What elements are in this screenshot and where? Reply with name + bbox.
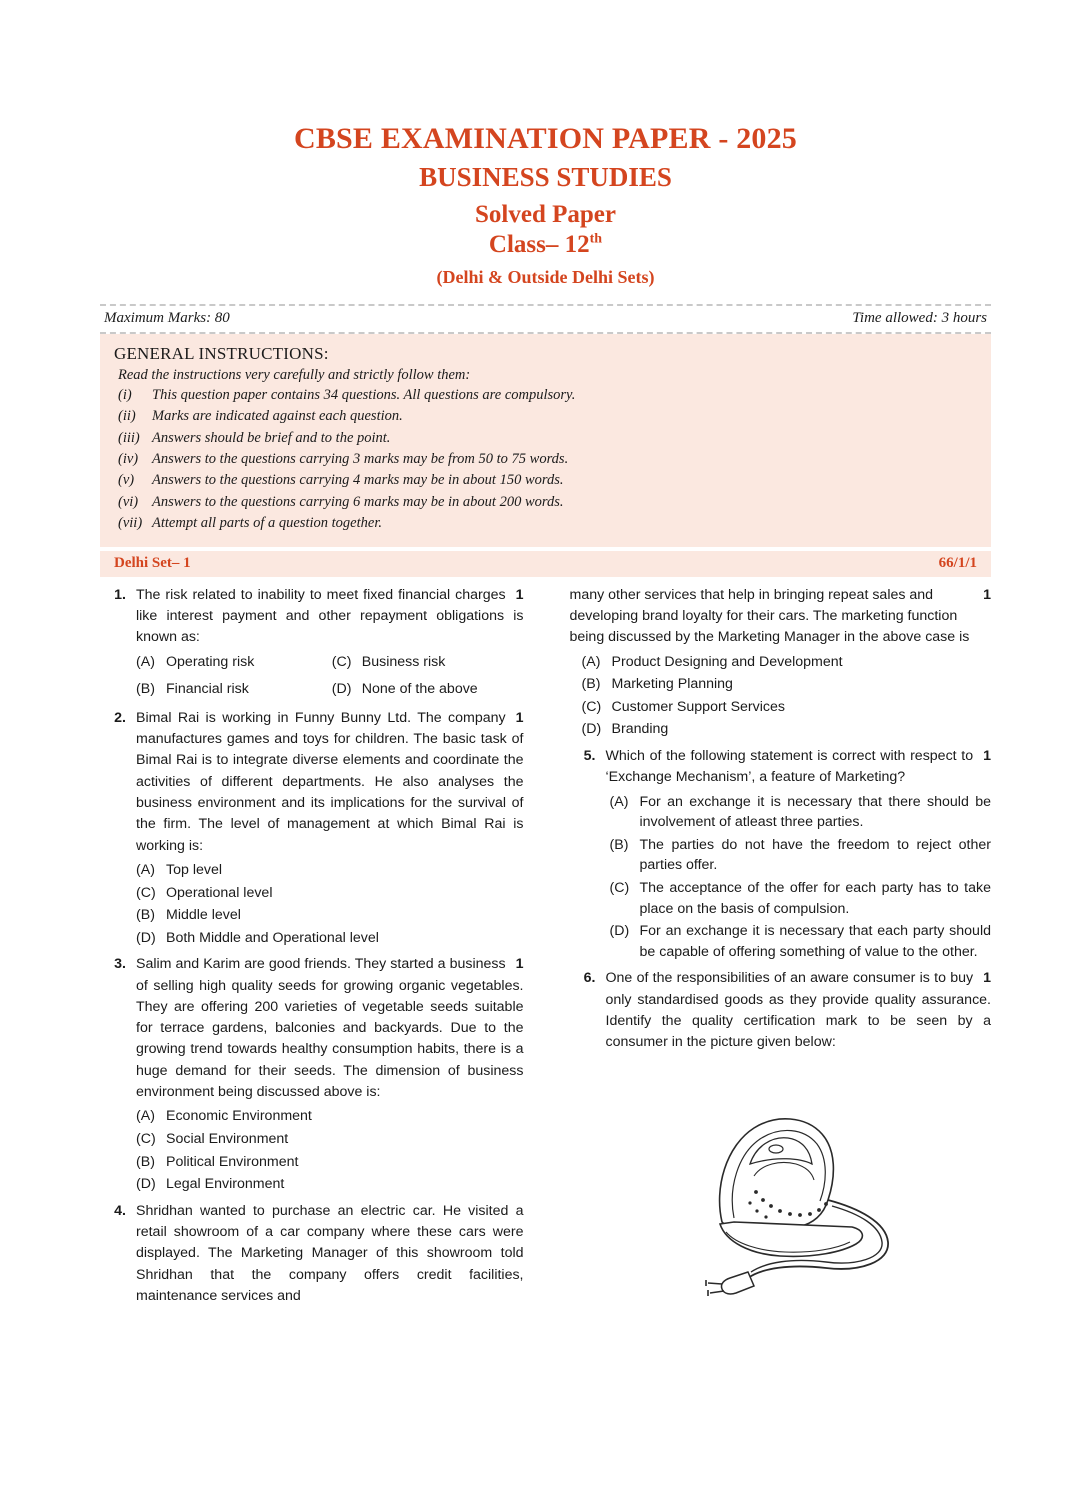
option-d[interactable] — [610, 921, 992, 962]
option-text: Operational level — [166, 884, 273, 901]
question-text — [136, 954, 524, 1103]
option-c[interactable] — [136, 1129, 524, 1150]
option-label: (B) — [609, 836, 629, 853]
option-a[interactable] — [582, 652, 992, 673]
option-label: (A) — [609, 793, 629, 810]
instruction-number: (iv) — [118, 450, 139, 467]
option-label: (A) — [136, 653, 155, 670]
class-text: Class– 12 — [488, 230, 590, 258]
option-text: Business risk — [361, 653, 446, 670]
option-text: None of the above — [361, 681, 478, 698]
list-item — [118, 470, 977, 491]
option-label: (B) — [136, 681, 155, 698]
option-b[interactable] — [610, 835, 992, 876]
question-5 — [570, 746, 992, 789]
option-label: (D) — [581, 721, 602, 738]
option-a[interactable] — [136, 1106, 524, 1127]
exam-meta-row — [100, 306, 991, 332]
option-text: For an exchange it is necessary that there should be involvement of atleast three parties. — [639, 793, 991, 831]
option-label: (A) — [581, 653, 601, 670]
option-text: The parties do not have the freedom to reject other parties offer. — [639, 836, 991, 874]
list-item — [118, 428, 977, 449]
question-number: 3. — [114, 956, 126, 973]
option-text: For an exchange it is necessary that each party should be capable of offering something of value to the other. — [639, 923, 991, 960]
instruction-text: Answers to the questions carrying 4 marks may be in about 150 words. — [152, 472, 564, 489]
instruction-number: (v) — [118, 472, 135, 489]
question-number: 2. — [114, 709, 126, 726]
option-label: (D) — [136, 929, 156, 946]
time-allowed: Time allowed: 3 hours — [852, 309, 987, 326]
question-marks: 1 — [983, 748, 991, 765]
option-label: (C) — [609, 880, 630, 896]
question-1-options — [136, 652, 524, 702]
instruction-number: (vi) — [118, 493, 139, 510]
instructions-list — [114, 385, 977, 535]
question-number: 6. — [583, 970, 596, 987]
question-4 — [100, 1201, 524, 1307]
instruction-text: This question paper contains 34 questions. All questions are compulsory. — [152, 386, 576, 403]
option-label: (D) — [331, 681, 352, 698]
list-item — [118, 449, 977, 470]
list-item — [118, 492, 977, 513]
question-2-options — [136, 860, 524, 948]
question-marks: 1 — [983, 586, 991, 603]
option-text: Financial risk — [166, 681, 249, 698]
option-b[interactable] — [136, 679, 328, 700]
option-d[interactable] — [136, 928, 524, 949]
option-d[interactable] — [582, 719, 992, 740]
option-label: (C) — [136, 884, 156, 901]
question-2 — [100, 708, 524, 857]
class-superscript: th — [589, 231, 603, 247]
option-label: (D) — [136, 1176, 156, 1193]
option-label: (C) — [136, 1130, 156, 1147]
option-c[interactable] — [136, 883, 524, 904]
column-right — [546, 585, 992, 1309]
instruction-number: (ii) — [118, 408, 136, 425]
solved-paper-label: Solved Paper — [475, 200, 616, 228]
question-body: Which of the following statement is correct with respect to ‘Exchange Mechanism’, a feature of Marketing? — [605, 748, 974, 786]
question-body: Salim and Karim are good friends. They started a business of selling high quality seeds for growing organic vegetables. They are offering 200 varieties of vegetable seeds suitable for terrace gardens, balconies and backyards. Due to the growing trend towards healthy consumption habits, there is a huge demand for their seeds. The dimension of business environment being discussed above is: — [136, 956, 524, 1101]
question-4-continuation — [570, 585, 992, 649]
document-header — [100, 120, 991, 288]
option-label: (B) — [136, 907, 155, 924]
option-text: Marketing Planning — [611, 676, 733, 693]
question-text — [136, 708, 524, 857]
question-columns — [100, 585, 991, 1309]
question-text — [606, 746, 992, 789]
question-text — [606, 968, 992, 1053]
question-number: 5. — [583, 748, 596, 765]
subject-title: BUSINESS STUDIES — [419, 161, 672, 192]
option-d[interactable] — [136, 1174, 524, 1195]
class-label — [100, 231, 991, 259]
option-text: Economic Environment — [166, 1108, 312, 1125]
instruction-text: Answers to the questions carrying 3 marks may be from 50 to 75 words. — [152, 450, 569, 467]
option-text: Operating risk — [166, 653, 255, 670]
instructions-heading: GENERAL INSTRUCTIONS: — [114, 343, 329, 363]
question-marks: 1 — [983, 970, 991, 987]
option-c[interactable] — [582, 697, 992, 718]
option-a[interactable] — [610, 792, 992, 833]
option-text: Both Middle and Operational level — [166, 929, 379, 946]
question-3 — [100, 954, 524, 1103]
instruction-number: (i) — [118, 386, 132, 403]
list-item — [118, 406, 977, 427]
instruction-text: Attempt all parts of a question together. — [152, 515, 382, 532]
question-text — [136, 585, 524, 649]
option-label: (A) — [136, 1108, 155, 1125]
option-label: (B) — [581, 676, 601, 693]
option-b[interactable] — [582, 674, 992, 695]
question-number: 4. — [114, 1202, 126, 1219]
instruction-text: Marks are indicated against each question. — [152, 408, 403, 425]
question-1 — [100, 585, 524, 649]
paper-code: 66/1/1 — [938, 554, 977, 571]
option-label: (B) — [136, 1153, 155, 1170]
option-a[interactable] — [136, 652, 328, 673]
option-text: Product Designing and Development — [611, 653, 843, 670]
question-marks: 1 — [515, 586, 524, 603]
set-label: Delhi Set– 1 — [114, 554, 191, 571]
instructions-lead: Read the instructions very carefully and strictly follow them: — [118, 366, 471, 383]
question-body: One of the responsibilities of an aware consumer is to buy only standardised goods as they provide quality assurance. Identify the quality certification mark to be seen by a consumer in the picture given below: — [605, 970, 991, 1051]
maximum-marks: Maximum Marks: 80 — [104, 309, 230, 326]
instruction-number: (iii) — [118, 429, 140, 446]
instruction-number: (vii) — [118, 515, 143, 532]
option-text: Top level — [166, 861, 222, 878]
question-marks: 1 — [515, 709, 524, 726]
general-instructions-box — [100, 334, 991, 547]
question-body: many other services that help in bringing repeat sales and developing brand loyalty for their cars. The marketing function being discussed by the Marketing Manager in the above case is — [569, 586, 970, 646]
option-b[interactable] — [136, 905, 524, 926]
option-c[interactable] — [610, 878, 992, 919]
question-body: Bimal Rai is working in Funny Bunny Ltd. The company manufactures games and toys for children. The basic task of Bimal Rai is to integrate diverse elements and coordinate the activities of different departments. He also analyses the business environment and its implications for the survival of the firm. The level of management at which Bimal Rai is working is: — [136, 709, 524, 854]
option-text: Customer Support Services — [611, 698, 785, 715]
question-6 — [570, 968, 992, 1053]
option-text: The acceptance of the offer for each party has to take place on the basis of compulsion. — [639, 880, 991, 917]
page-title: CBSE EXAMINATION PAPER - 2025 — [293, 122, 798, 155]
instruction-text: Answers should be brief and to the point. — [152, 429, 391, 446]
question-5-options — [610, 792, 992, 963]
option-b[interactable] — [136, 1152, 524, 1173]
option-c[interactable] — [332, 652, 524, 673]
option-a[interactable] — [136, 860, 524, 881]
option-text: Political Environment — [166, 1153, 299, 1170]
list-item — [118, 385, 977, 406]
option-label: (C) — [331, 653, 352, 670]
question-body: The risk related to inability to meet fixed financial charges like interest payment and other repayment obligations is known as: — [136, 586, 524, 646]
option-text: Social Environment — [166, 1130, 289, 1147]
sets-label: (Delhi & Outside Delhi Sets) — [436, 266, 655, 287]
question-3-options — [136, 1106, 524, 1194]
option-text: Legal Environment — [166, 1176, 285, 1193]
column-left — [100, 585, 546, 1309]
option-text: Middle level — [166, 907, 241, 924]
question-4-options — [582, 652, 992, 740]
question-marks: 1 — [515, 956, 524, 973]
option-label: (C) — [581, 698, 602, 715]
question-number: 1. — [114, 586, 126, 603]
list-item — [118, 513, 977, 534]
set-bar — [100, 551, 991, 577]
option-label: (A) — [136, 861, 155, 878]
electric-iron-illustration — [630, 1072, 930, 1309]
option-d[interactable] — [332, 679, 524, 700]
instruction-text: Answers to the questions carrying 6 marks may be in about 200 words. — [152, 493, 564, 510]
question-text: Shridhan wanted to purchase an electric car. He visited a retail showroom of a car company where these cars were displayed. The Marketing Manager of this showroom told Shridhan that the company offers credit facilities, maintenance services and — [136, 1202, 524, 1304]
option-text: Branding — [611, 721, 669, 738]
option-label: (D) — [609, 923, 630, 940]
